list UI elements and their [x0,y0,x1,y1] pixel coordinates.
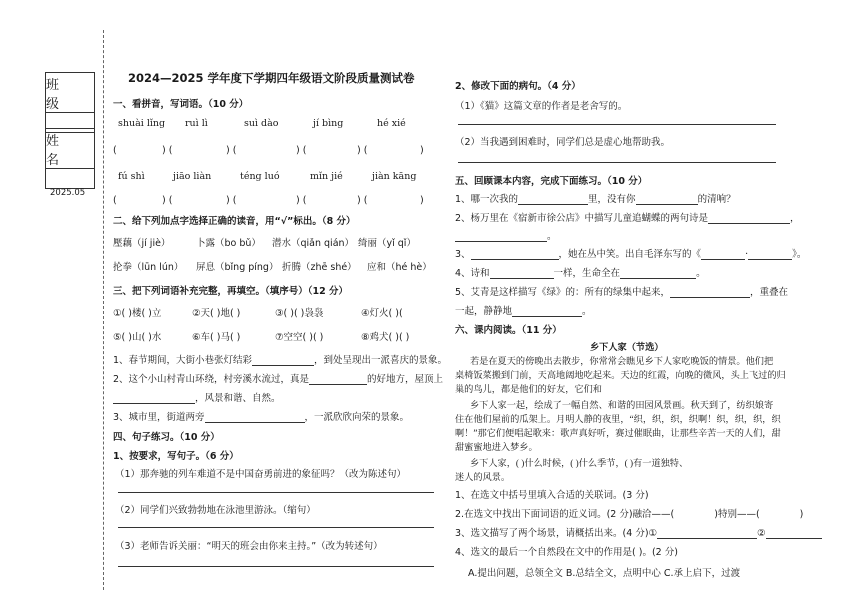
recall-5-b: ，重叠在 [750,287,789,298]
section5-heading: 五、回顾课本内容，完成下面练习。（10 分） [455,176,648,187]
reading-item[interactable]: 应和（hé hè） [367,262,432,273]
idiom-item[interactable]: ⑦空空( )( ) [275,332,324,343]
idiom-item[interactable]: ①( )楼( )立 [113,308,162,319]
answer-line[interactable] [458,162,776,163]
passage-line: 若是在夏天的傍晚出去散步，你常常会瞧见乡下人家吃晚饭的情景。他们把 [470,356,774,366]
idiom-item[interactable]: ④灯火( )( [361,308,403,319]
name-label-text: 姓 名 [46,133,66,168]
answer-blank[interactable] [766,529,822,539]
answer-blank[interactable] [455,232,547,242]
recall-3-end: 》。 [792,249,807,260]
q3-text: 3、城市里，街道两旁 [113,412,205,423]
reading-q3-b: ② [757,528,766,539]
q1-text: 1、春节期间，大街小巷张灯结彩 [113,355,253,366]
recall-4-a: 4、诗和 [455,268,490,279]
page-title: 2024—2025 学年度下学期四年级语文阶段质量测试卷 [128,71,415,85]
recall-1-b: 里，没有你 [588,194,636,205]
answer-paren[interactable]: ) [420,195,424,206]
q3-text-end: ，一派欣欣向荣的景象。 [304,412,410,423]
answer-paren[interactable]: ) ( [357,145,368,156]
pinyin-9: mǐn jié [310,171,343,182]
answer-paren[interactable]: ) ( [162,195,173,206]
answer-blank[interactable] [657,529,757,539]
answer-paren[interactable]: ) ( [226,195,237,206]
passage-line: 迷人的风景。 [455,472,511,482]
answer-blank[interactable] [636,195,698,205]
recall-3-dot: · [745,249,749,260]
recall-5-end: 。 [582,306,592,317]
pinyin-4: jí bìng [313,118,344,129]
section3-heading: 三、把下列词语补充完整，再填空。（填序号）（12 分） [113,286,349,297]
recall-3-a: 3、 [455,249,471,260]
answer-blank[interactable] [670,288,750,298]
reading-q2-a: 2.在选文中找出下面词语的近义词。(2 分)融洽——( [455,509,675,520]
passage-line: 乡下人家一起，绘成了一幅自然、和谐的田园风景画。秋天到了，纺织娘寄 [470,400,774,410]
section4-heading: 四、句子练习。（10 分） [113,432,220,443]
section2-heading: 二、给下列加点字选择正确的读音，用“√”标出。（8 分） [113,216,356,227]
idiom-item[interactable]: ⑥车( )马( ) [192,332,241,343]
pinyin-3: suì dào [244,118,279,129]
sentence-q3: （3）老师告诉关丽：“明天的班会由你来主持。”（改为转述句） [115,541,383,552]
idiom-item[interactable]: ⑧鸡犬( )( ) [361,332,410,343]
recall-5-a: 5、艾青是这样描写《绿》的：所有的绿集中起来， [455,287,671,298]
reading-item[interactable]: 卜露（bo bǔ） [196,238,261,249]
passage-line: 啊！”那它们便唱起歌来：歌声真好听，赛过催眠曲，让那些辛苦一天的人们，甜 [455,428,781,438]
recall-1 [455,191,736,205]
pinyin-7: jiāo liàn [173,171,212,182]
passage-line: 甜蜜蜜地进入梦乡。 [455,442,538,452]
pinyin-10: jiàn kāng [372,171,417,182]
pinyin-2: ruì lì [185,118,208,129]
q1-text-end: ，到处呈现出一派喜庆的景象。 [314,355,448,366]
section4-sub1: 1、按要求，写句子。（6 分） [113,451,239,462]
answer-paren[interactable]: ) ( [226,145,237,156]
fill-question-2 [113,371,443,385]
answer-paren[interactable]: ) ( [357,195,368,206]
sentence-q1: （1）那奔驰的列车难道不是中国奋勇前进的象征吗？（改为陈述句） [115,469,407,480]
pinyin-8: téng luó [240,171,280,182]
reading-item[interactable]: 抡拳（lūn lún） [113,262,184,273]
name-field[interactable] [45,168,95,189]
reading-q3 [455,525,822,539]
recall-1-c: 的清响？ [697,194,736,205]
pinyin-6: fú shì [118,171,145,182]
recall-4-end: 。 [696,268,706,279]
answer-blank[interactable] [518,195,588,205]
answer-paren[interactable]: ) ( [296,195,307,206]
idiom-item[interactable]: ②天( )地( ) [192,308,241,319]
q2c-text: ，风景和谐、自然。 [195,393,281,404]
answer-blank[interactable] [708,214,790,224]
reading-q4: 4、选文的最后一个自然段在文中的作用是( )。(2 分) [455,547,678,558]
answer-line[interactable] [118,492,434,493]
reading-q4-options[interactable]: A.提出问题，总领全文 B.总结全文，点明中心 C.承上启下，过渡 [468,568,741,579]
answer-paren[interactable]: ) [420,145,424,156]
answer-line[interactable] [458,124,776,125]
answer-blank[interactable] [748,250,792,260]
answer-paren[interactable]: ( [113,145,117,156]
recall-3 [455,246,806,260]
class-label-text: 班 级 [46,77,66,112]
reading-q2-b: )特别——( [714,509,760,520]
fix-sentence-2: （2）当我遇到困难时，同学们总是虚心地帮助我。 [455,137,671,148]
answer-blank[interactable] [309,375,367,385]
answer-blank[interactable] [205,413,305,423]
answer-blank[interactable] [113,394,195,404]
sentence-q2: （2）同学们兴致勃勃地在泳池里游泳。（缩句） [115,505,316,516]
reading-item[interactable]: 屏息（bǐng píng） [196,262,279,273]
answer-line[interactable] [118,566,434,567]
reading-q2 [455,506,803,520]
recall-4 [455,265,706,279]
reading-item[interactable]: 壓藕（jí jiè） [113,238,171,249]
pinyin-5: hé xié [377,118,406,129]
recall-5b [455,303,592,317]
recall-4-b: 一样，生命全在 [553,268,621,279]
idiom-item[interactable]: ③( )( )袅袅 [275,308,324,319]
reading-item[interactable]: 潜水（qiǎn qián） [272,238,355,249]
reading-q2-c: ) [799,509,804,520]
passage-line: 住在他们屋前的瓜架上。月明人静的夜里，“织，织，织，织啊！织，织，织，织 [455,414,781,424]
name-label [45,128,95,169]
idiom-item[interactable]: ⑤( )山( )水 [113,332,162,343]
section4-sub2: 2、修改下面的病句。（4 分） [455,81,581,92]
recall-3-b: ，她在丛中笑。出自毛泽东写的《 [558,249,702,260]
recall-2-text: 2、杨万里在《宿新市徐公店》中描写儿童追蝴蝶的两句诗是 [455,213,709,224]
reading-item[interactable]: 绮丽（yǐ qǐ） [358,238,416,249]
section1-heading: 一、看拼音，写词语。（10 分） [113,99,249,110]
q2-text-end: 的好地方，屋顶上 [367,374,444,385]
fix-sentence-1: （1）《猫》这篇文章的作者是老舍写的。 [455,101,628,112]
class-label [45,72,95,113]
passage-line: 乡下人家，( )什么时候，( )什么季节，( )有一道独特、 [470,458,689,468]
answer-line[interactable] [118,527,434,528]
answer-blank[interactable] [620,269,696,279]
recall-2-end: ， [790,213,800,224]
passage-title: 乡下人家（节选） [590,342,664,352]
answer-paren[interactable]: ) ( [296,145,307,156]
recall-5-c: 一起，静静地 [455,306,513,317]
recall-5 [455,284,788,298]
fill-question-2b [113,390,281,404]
recall-2b-end: 。 [547,231,557,242]
answer-blank[interactable] [471,250,559,260]
exam-date: 2025.05 [50,188,86,198]
answer-blank[interactable] [490,269,554,279]
reading-q1: 1、在选文中括号里填入合适的关联词。(3 分) [455,490,649,501]
q2-text: 2、这个小山村青山环绕，村旁溪水流过，真是 [113,374,310,385]
recall-2 [455,210,800,224]
fill-question-3 [113,409,409,423]
reading-q3-a: 3、选文描写了两个场景，请概括出来。(4 分)① [455,528,658,539]
passage-line: 桌椅饭菜搬到门前，天高地阔地吃起来。天边的红霞，向晚的微风，头上飞过的归 [455,370,786,380]
answer-paren[interactable]: ) ( [162,145,173,156]
answer-blank[interactable] [512,307,582,317]
reading-item[interactable]: 折腾（zhē shé） [282,262,357,273]
answer-paren[interactable]: ( [113,195,117,206]
recall-1-a: 1、哪一次我的 [455,194,519,205]
fill-question-1 [113,352,447,366]
answer-blank[interactable] [701,250,745,260]
binding-line [103,30,104,590]
recall-2b [455,228,557,242]
section6-heading: 六、课内阅读。（11 分） [455,325,562,336]
answer-blank[interactable] [252,356,314,366]
pinyin-1: shuài lǐng [118,118,166,129]
passage-line: 巢的鸟儿，都是他们的好友，它们和 [455,384,602,394]
